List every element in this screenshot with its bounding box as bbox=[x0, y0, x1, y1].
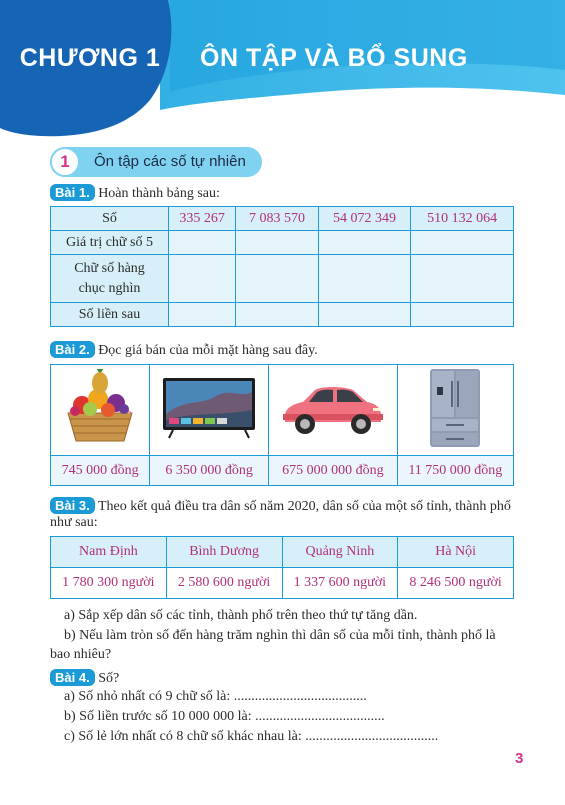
table-row bbox=[51, 456, 514, 486]
bai3-text-line2: như sau: bbox=[50, 515, 98, 530]
bai3-text-line1: Theo kết quả điều tra dân số năm 2020, dân số của một số tỉnh, thành phố bbox=[97, 499, 511, 514]
population-cell: 1 337 600 người bbox=[282, 568, 398, 599]
row-label: Số liền sau bbox=[51, 303, 169, 327]
answer-cell[interactable] bbox=[318, 303, 411, 327]
bai1-instruction: Hoàn thành bảng sau: bbox=[98, 186, 220, 201]
table-number-cell: 54 072 349 bbox=[318, 207, 411, 231]
table-row bbox=[51, 568, 514, 599]
fruit-basket-icon bbox=[60, 369, 140, 447]
table-row bbox=[51, 537, 514, 568]
bai4-question-b: b) Số liền trước số 10 000 000 là: ..................................... bbox=[64, 709, 385, 724]
row-label-line1: Chữ số hàng bbox=[74, 260, 145, 276]
bai3-table bbox=[50, 536, 514, 599]
answer-cell[interactable] bbox=[236, 303, 318, 327]
answer-cell[interactable] bbox=[318, 231, 411, 255]
answer-cell[interactable] bbox=[318, 255, 411, 303]
television-icon bbox=[161, 376, 257, 440]
answer-cell[interactable] bbox=[411, 303, 514, 327]
population-cell: 1 780 300 người bbox=[51, 568, 167, 599]
bai2-instruction: Đọc giá bán của mỗi mặt hàng sau đây. bbox=[98, 343, 318, 358]
bai3-badge: Bài 3. bbox=[50, 497, 95, 514]
table-number-cell: 335 267 bbox=[169, 207, 236, 231]
bai3-question-a: a) Sắp xếp dân số các tỉnh, thành phố trên theo thứ tự tăng dần. bbox=[64, 608, 418, 623]
row-label: Giá trị chữ số 5 bbox=[51, 231, 169, 255]
bai2-badge: Bài 2. bbox=[50, 341, 95, 358]
price-cell: 6 350 000 đồng bbox=[150, 456, 269, 486]
section-number: 1 bbox=[50, 147, 80, 177]
bai4-question-c: c) Số lẻ lớn nhất có 8 chữ số khác nhau là: ...................................... bbox=[64, 729, 439, 744]
table-number-cell: 510 132 064 bbox=[411, 207, 514, 231]
section-title: Ôn tập các số tự nhiên bbox=[94, 153, 246, 170]
table-row bbox=[51, 255, 514, 303]
price-cell: 745 000 đồng bbox=[51, 456, 150, 486]
city-cell: Hà Nội bbox=[398, 537, 514, 568]
bai3-question-b-line1: b) Nếu làm tròn số đến hàng trăm nghìn thì dân số của mỗi tỉnh, thành phố là bbox=[64, 628, 496, 643]
population-cell: 8 246 500 người bbox=[398, 568, 514, 599]
answer-cell[interactable] bbox=[169, 303, 236, 327]
bai1-badge: Bài 1. bbox=[50, 184, 95, 201]
row-label bbox=[51, 255, 169, 303]
population-cell: 2 580 600 người bbox=[166, 568, 282, 599]
bai2-heading bbox=[50, 341, 318, 359]
price-cell: 11 750 000 đồng bbox=[397, 456, 513, 486]
answer-cell[interactable] bbox=[411, 255, 514, 303]
bai1-heading bbox=[50, 184, 220, 202]
answer-cell[interactable] bbox=[236, 231, 318, 255]
table-row bbox=[51, 231, 514, 255]
bai1-table bbox=[50, 206, 514, 327]
table-row bbox=[51, 365, 514, 456]
chapter-title: ÔN TẬP VÀ BỔ SUNG bbox=[200, 44, 468, 72]
bai2-table bbox=[50, 364, 514, 486]
city-cell: Bình Dương bbox=[166, 537, 282, 568]
answer-cell[interactable] bbox=[236, 255, 318, 303]
car-cell bbox=[269, 365, 398, 456]
bai4-badge: Bài 4. bbox=[50, 669, 95, 686]
table-header-cell: Số bbox=[51, 207, 169, 231]
car-icon bbox=[281, 378, 385, 438]
bai3-question-b-line2: bao nhiêu? bbox=[50, 647, 112, 662]
row-label-line2: chục nghìn bbox=[78, 280, 141, 296]
refrigerator-icon bbox=[428, 367, 482, 449]
chapter-label: CHƯƠNG 1 bbox=[19, 44, 161, 72]
city-cell: Quảng Ninh bbox=[282, 537, 398, 568]
refrigerator-cell bbox=[397, 365, 513, 456]
answer-cell[interactable] bbox=[169, 231, 236, 255]
page-number: 3 bbox=[515, 750, 524, 767]
city-cell: Nam Định bbox=[51, 537, 167, 568]
bai4-instruction: Số? bbox=[98, 671, 120, 686]
television-cell bbox=[150, 365, 269, 456]
bai3-heading bbox=[50, 497, 511, 515]
bai4-question-a: a) Số nhỏ nhất có 9 chữ số là: ...................................... bbox=[64, 689, 367, 704]
answer-cell[interactable] bbox=[169, 255, 236, 303]
chapter-header bbox=[0, 0, 565, 140]
answer-cell[interactable] bbox=[411, 231, 514, 255]
table-row bbox=[51, 207, 514, 231]
table-number-cell: 7 083 570 bbox=[236, 207, 318, 231]
price-cell: 675 000 000 đồng bbox=[269, 456, 398, 486]
table-row bbox=[51, 303, 514, 327]
fruit-basket-cell bbox=[51, 365, 150, 456]
bai4-heading bbox=[50, 669, 119, 687]
